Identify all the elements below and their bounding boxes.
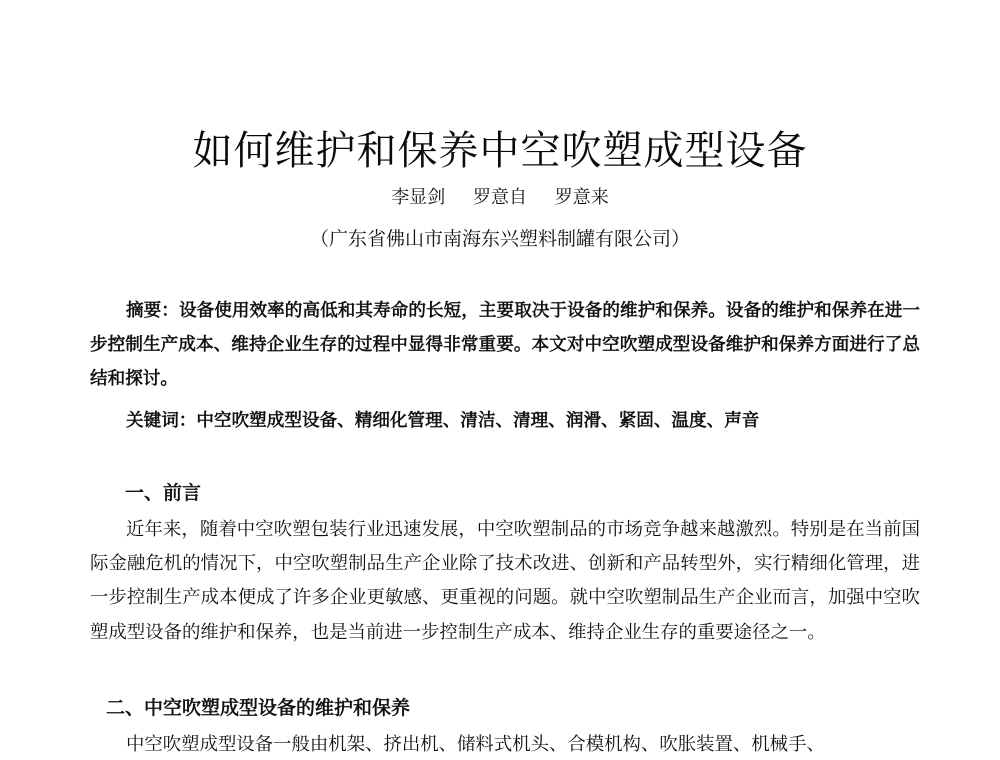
maintenance-paragraph: 中空吹塑成型设备一般由机架、挤出机、储料式机头、合模机构、吹胀装置、机械手、 bbox=[126, 734, 825, 755]
abstract-paragraph bbox=[90, 294, 920, 396]
keywords-text: 中空吹塑成型设备、精细化管理、清洁、清理、润滑、紧固、温度、声音 bbox=[196, 410, 760, 431]
author-name: 罗意来 bbox=[554, 187, 609, 208]
keywords-label: 关键词： bbox=[126, 410, 197, 431]
section-heading-maintenance: 二、中空吹塑成型设备的维护和保养 bbox=[106, 697, 411, 719]
author-affiliation: （广东省佛山市南海东兴塑料制罐有限公司） bbox=[309, 228, 690, 250]
keywords-paragraph bbox=[90, 404, 920, 438]
intro-paragraph: 近年来，随着中空吹塑包装行业迅速发展，中空吹塑制品的市场竞争越来越激烈。特别是在当前国际金融危机的情况下，中空吹塑制品生产企业除了技术改进、创新和产品转型外，实行精细化管理，进一步控制生产成本便成了许多企业更敏感、更重视的问题。就中空吹塑制品生产企业而言，加强中空吹塑成型设备的维护和保养，也是当前进一步控制生产成本、维持企业生存的重要途径之一。 bbox=[90, 519, 920, 643]
author-list bbox=[0, 185, 1000, 211]
author-name: 罗意自 bbox=[473, 187, 527, 208]
section-heading-intro: 一、前言 bbox=[125, 482, 202, 504]
paper-title: 如何维护和保养中空吹塑成型设备 bbox=[192, 128, 808, 174]
author-name: 李显剑 bbox=[391, 187, 446, 208]
abstract-label: 摘要： bbox=[126, 300, 179, 321]
abstract-text: 设备使用效率的高低和其寿命的长短，主要取决于设备的维护和保养。设备的维护和保养在进一步控制生产成本、维持企业生存的过程中显得非常重要。本文对中空吹塑成型设备维护和保养方面进行了总结和探讨。 bbox=[90, 300, 920, 389]
